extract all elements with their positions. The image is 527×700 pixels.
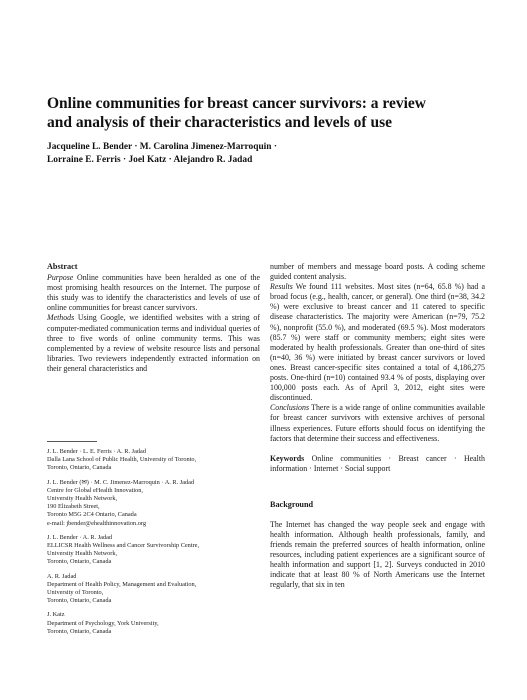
- affiliation-line: Toronto, Ontario, Canada: [47, 558, 112, 566]
- affiliations: [47, 448, 260, 642]
- affiliation-line: Toronto M5G 2C4 Ontario, Canada: [47, 511, 137, 519]
- authors-line-1: Jacqueline L. Bender · M. Carolina Jimenez-Marroquin ·: [47, 142, 277, 152]
- affiliation-line: Centre for Global eHealth Innovation,: [47, 486, 143, 494]
- affiliation-line: University of Toronto,: [47, 589, 104, 597]
- affiliation-line: J. L. Bender · L. E. Ferris · A. R. Jadad: [47, 448, 146, 455]
- abstract-methods: [47, 313, 260, 374]
- affiliation-line: Dalla Lana School of Public Health, University of Toronto,: [47, 456, 197, 464]
- left-column: [47, 262, 260, 374]
- affiliation-line: 190 Elizabeth Street,: [47, 503, 100, 511]
- methods-text: Using Google, we identified websites with a string of computer-mediated communication terms and individual queries of three to five words of online community terms. This was complemented by a review of website resource lists and personal libraries. Two reviewers independently extracted information on their general characteristics and: [47, 313, 260, 373]
- affiliation-line: Toronto, Ontario, Canada: [47, 597, 112, 605]
- affiliation-line: Toronto, Ontario, Canada: [47, 627, 112, 635]
- affiliation-line: Toronto, Ontario, Canada: [47, 464, 112, 472]
- affiliation-line: J. Katz: [47, 611, 65, 619]
- footnote-divider: [47, 441, 97, 442]
- abstract-heading: Abstract: [47, 262, 78, 271]
- affiliation-block: [47, 573, 260, 606]
- author-list: [47, 141, 487, 167]
- article-title: [47, 94, 487, 132]
- affiliation-line: J. L. Bender · A. R. Jadad: [47, 533, 113, 541]
- keywords-label: Keywords: [270, 453, 305, 463]
- title-line-1: Online communities for breast cancer survivors: a review: [47, 95, 426, 112]
- background-heading: Background: [270, 499, 314, 509]
- affiliation-block: [47, 479, 260, 528]
- authors-line-2: Lorraine E. Ferris · Joel Katz · Alejandro R. Jadad: [47, 155, 253, 165]
- results-text: We found 111 websites. Most sites (n=64, 65.8 %) had a broad focus (e.g., health, cancer, or general). One third (n=38, 34.2 %) were exclusive to breast cancer and 11 catered to specific disease characteristics. The majority were American (n=79, 75.2 %), nonprofit (55.0 %), and moderated (69.5 %). Most moderators (85.7 %) were staff or community members; eight sites were moderated by health professionals. Greater than one-third of sites (n=40, 36 %) were initiated by breast cancer survivors or loved ones. Breast cancer-specific sites contained a total of 4,186,275 posts. One-third (n=10) contained 93.4 % of posts, displaying over 100,000 posts each. As of April 3, 2012, eight sites were discontinued.: [270, 282, 485, 403]
- right-column: [270, 262, 485, 590]
- affiliation-block: [47, 534, 260, 567]
- affiliation-line: Department of Psychology, York University,: [47, 619, 159, 627]
- abstract-results: [270, 282, 485, 403]
- affiliation-line: ELLICSR Health Wellness and Cancer Survivorship Centre,: [47, 542, 200, 550]
- results-label: Results: [270, 282, 293, 292]
- affiliation-line: e-mail: jbender@ehealthinnovation.org: [47, 519, 147, 527]
- affiliation-line: J. L. Bender (✉) · M. C. Jimenez-Marroquin · A. R. Jadad: [47, 478, 195, 486]
- purpose-label: Purpose: [47, 273, 74, 283]
- purpose-text: Online communities have been heralded as one of the most promising health resources on the Internet. The purpose of this study was to identify the characteristics and levels of use of online communities for breast cancer survivors.: [47, 273, 260, 313]
- abstract-conclusions: [270, 403, 485, 443]
- affiliation-block: [47, 448, 260, 473]
- affiliation-line: A. R. Jadad: [47, 572, 77, 580]
- affiliation-block: [47, 611, 260, 636]
- affiliation-line: University Health Network,: [47, 495, 118, 503]
- keywords: [270, 454, 485, 475]
- abstract-purpose: [47, 273, 260, 313]
- affiliation-line: Department of Health Policy, Management and Evaluation,: [47, 580, 197, 588]
- methods-label: Methods: [47, 313, 75, 323]
- background-text: The Internet has changed the way people seek and engage with health information. Although health professionals, family, and friends remain the preferred sources of health information, online resources, including patient experiences are a significant source of health information and support [1, 2]. Surveys conducted in 2010 indicate that at least 80 % of North Americans use the Internet regularly, that six in ten: [270, 519, 485, 590]
- affiliation-line: University Health Network,: [47, 550, 118, 558]
- title-line-2: and analysis of their characteristics and levels of use: [47, 114, 393, 131]
- conclusions-label: Conclusions: [270, 403, 310, 413]
- methods-continued: number of members and message board posts. A coding scheme guided content analysis.: [270, 262, 485, 282]
- keywords-text: Online communities · Breast cancer · Health information · Internet · Social support: [270, 453, 485, 474]
- conclusions-text: There is a wide range of online communities available for breast cancer survivors with extensive archives of personal illness experiences. Future efforts should focus on identifying the factors that determine their success and effectiveness.: [270, 403, 485, 443]
